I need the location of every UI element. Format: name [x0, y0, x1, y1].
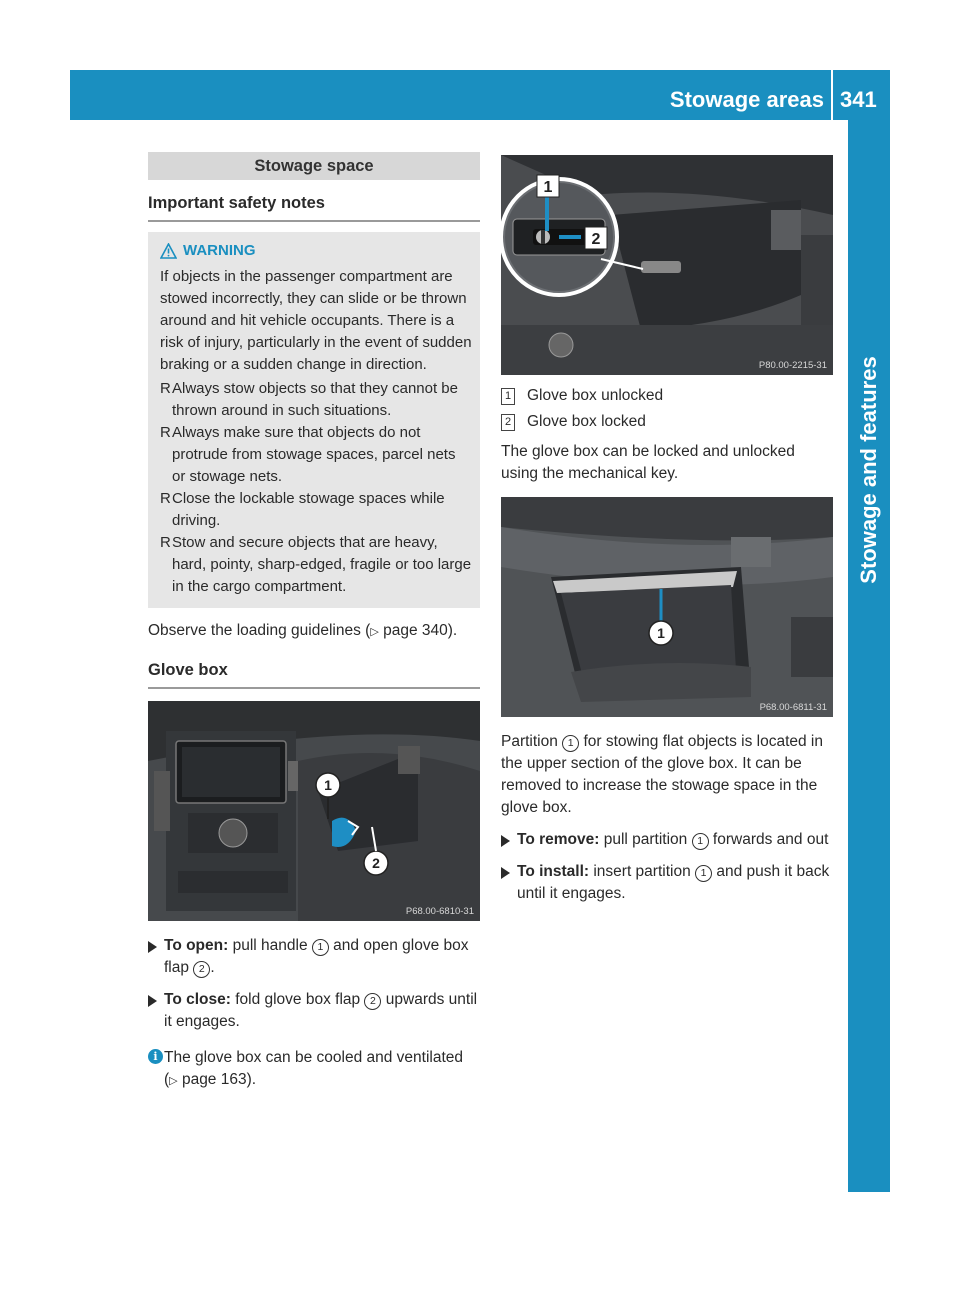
- glove-box-heading: Glove box: [148, 659, 480, 689]
- ref-callout-2: 2: [364, 993, 381, 1010]
- step-arrow-icon: [501, 867, 510, 879]
- page-ref-arrow-icon: ▷: [169, 1075, 178, 1087]
- warning-bullet: R Always make sure that objects do not protrude from stowage spaces, parcel nets or stowage nets.: [160, 424, 456, 485]
- info-icon: i: [148, 1049, 163, 1064]
- warning-bullet: R Stow and secure objects that are heavy, hard, pointy, sharp-edged, fragile or too large in the cargo compartment.: [160, 534, 472, 595]
- left-column: [148, 152, 480, 1092]
- step-remove: To remove: pull partition 1 forwards and out: [501, 829, 833, 851]
- side-tab: [848, 120, 890, 1150]
- legend-item-2: [501, 411, 833, 433]
- page-ref-arrow-icon: ▷: [370, 626, 379, 638]
- step-close: To close: fold glove box flap 2 upwards until it engages.: [148, 989, 480, 1033]
- step-install: To install: insert partition 1 and push it back until it engages.: [501, 861, 833, 905]
- step-arrow-icon: [501, 835, 510, 847]
- warning-box: [148, 232, 480, 608]
- safety-heading: Important safety notes: [148, 192, 480, 222]
- header-title: Stowage areas: [669, 87, 824, 112]
- legend-text: Glove box unlocked: [527, 387, 664, 404]
- photo2-callout-2: 2: [591, 231, 601, 248]
- photo2-callout-1: 1: [543, 179, 553, 196]
- photo1-callout-2: 2: [372, 855, 380, 871]
- warning-triangle-icon: [160, 243, 177, 259]
- warning-title: WARNING: [183, 242, 256, 259]
- step-arrow-icon: [148, 941, 157, 953]
- loading-guidelines-text: Observe the loading guidelines (▷ page 340).: [148, 622, 458, 639]
- section-title: Stowage space: [148, 152, 480, 180]
- ref-callout-1: 1: [692, 833, 709, 850]
- legend-text: Glove box locked: [527, 413, 646, 430]
- photo1-callout-1: 1: [324, 777, 332, 793]
- glove-box-lock-photo: [501, 155, 833, 375]
- header-separator: [831, 70, 833, 120]
- ref-callout-1: 1: [562, 735, 579, 752]
- step-arrow-icon: [148, 995, 157, 1007]
- side-tab-label: Stowage and features: [856, 356, 881, 584]
- legend-item-1: [501, 385, 833, 407]
- warning-text: If objects in the passenger compartment are stowed incorrectly, they can slide or be thrown around and hit vehicle occupants. There is a risk of injury, particularly in the event of sudden braking or a sudden change in direction.: [160, 268, 472, 373]
- info-note: i The glove box can be cooled and ventilated (▷ page 163).: [148, 1047, 480, 1092]
- glove-box-partition-photo: [501, 497, 833, 717]
- right-column: [501, 155, 833, 905]
- warning-bullet: R Close the lockable stowage spaces while driving.: [160, 490, 445, 529]
- ref-callout-1: 1: [695, 865, 712, 882]
- side-tab-marker: [848, 1150, 890, 1192]
- photo3-code: P68.00-6811-31: [759, 702, 827, 713]
- warning-bullet: R Always stow objects so that they cannot be thrown around in such situations.: [160, 380, 458, 419]
- warning-bullets: [160, 378, 472, 598]
- legend-number: 1: [501, 388, 515, 405]
- photo1-code: P68.00-6810-31: [405, 906, 474, 917]
- photo2-code: P80.00-2215-31: [758, 360, 827, 371]
- partition-description: Partition 1 for stowing flat objects is located in the upper section of the glove box. It can be removed to increase the stowage space in the glove box.: [501, 733, 823, 816]
- photo3-callout-1: 1: [657, 625, 665, 641]
- ref-callout-2: 2: [193, 961, 210, 978]
- page-number: 341: [840, 87, 877, 112]
- glove-box-open-photo: [148, 701, 480, 921]
- warning-header: [160, 240, 472, 262]
- legend-number: 2: [501, 414, 515, 431]
- lock-description: The glove box can be locked and unlocked using the mechanical key.: [501, 443, 795, 482]
- ref-callout-1: 1: [312, 939, 329, 956]
- step-open: To open: pull handle 1 and open glove box flap 2 .: [148, 935, 480, 979]
